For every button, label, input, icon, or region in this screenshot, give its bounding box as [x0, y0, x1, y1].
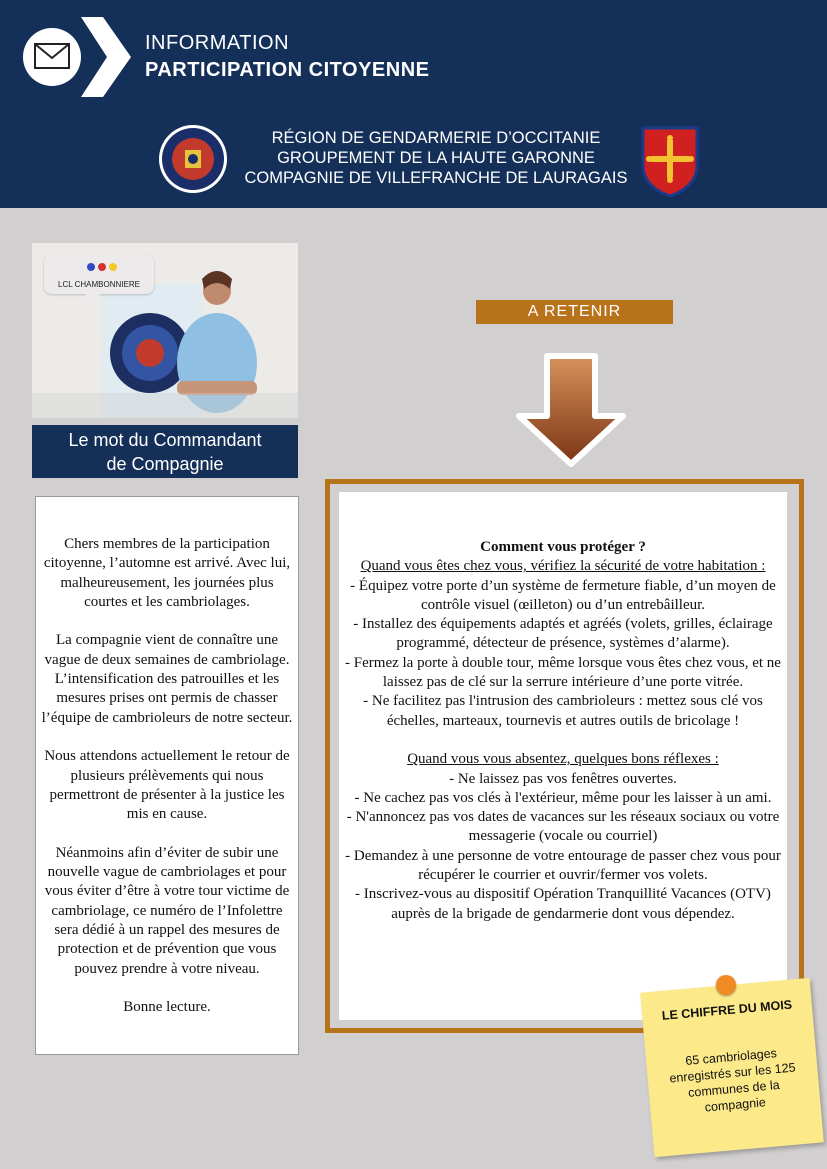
- letter-paragraph: Chers membres de la participation citoyenne, l’automne est arrivé. Avec lui, malheureusement, les journées plus courtes et les cambriolages.: [43, 536, 291, 610]
- advice-away-item: - Demandez à une personne de votre entourage de passer chez vous pour récupérer le courrier et ouvrir/fermer vos volets.: [345, 847, 781, 884]
- header-title-line1: INFORMATION: [145, 32, 290, 54]
- org-region: RÉGION DE GENDARMERIE D’OCCITANIE: [271, 129, 601, 147]
- arrow-down-icon: [515, 352, 627, 468]
- org-groupement: GROUPEMENT DE LA HAUTE GARONNE: [277, 149, 595, 167]
- advice-title: Comment vous protéger ?: [480, 539, 646, 555]
- mail-icon: [23, 28, 81, 86]
- pushpin-icon: [716, 975, 736, 995]
- name-bubble-tail: [85, 292, 101, 314]
- chevron-right-icon: [79, 17, 133, 97]
- commander-word-line1: Le mot du Commandant: [68, 430, 262, 450]
- header-title-line2: PARTICIPATION CITOYENNE: [145, 59, 430, 81]
- header-banner: [0, 0, 827, 208]
- advice-away-item: - Ne cachez pas vos clés à l'extérieur, même pour les laisser à un ami.: [354, 789, 772, 806]
- advice-away-item: - N'annoncez pas vos dates de vacances sur les réseaux sociaux ou votre messagerie (vocale ou courriel): [346, 809, 780, 845]
- note-body: 65 cambriolages enregistrés sur les 125 communes de la compagnie: [668, 1046, 797, 1115]
- organization-block: [236, 128, 636, 188]
- advice-home-item: - Fermez la porte à double tour, même lorsque vous êtes chez vous, et ne laissez pas de clé sur la serrure intérieure d’une porte vitrée.: [345, 654, 781, 691]
- retenir-banner: A RETENIR: [476, 300, 673, 324]
- commander-word-title: [32, 425, 298, 478]
- advice-home-heading: Quand vous êtes chez vous, vérifiez la sécurité de votre habitation :: [360, 558, 766, 575]
- letter-closing: Bonne lecture.: [123, 999, 211, 1016]
- commander-word-line2: de Compagnie: [106, 454, 224, 474]
- flag-dots-icon: [86, 262, 122, 272]
- figure-of-the-month-note: [640, 978, 824, 1157]
- photo-caption-name: LCL CHAMBONNIERE: [58, 280, 140, 289]
- commander-letter: [35, 496, 299, 1055]
- advice-home-item: - Équipez votre porte d’un système de fermeture fiable, d’un moyen de contrôle visuel (œilleton) ou d’un entrebâilleur.: [350, 577, 776, 613]
- advice-home-item: - Installez des équipements adaptés et agréés (volets, grilles, éclairage programmé, détecteur de présence, systèmes d’alarme).: [353, 616, 773, 652]
- letter-paragraph: Nous attendons actuellement le retour de plusieurs prélèvements qui nous permettront de présenter à la justice les mis en cause.: [44, 748, 290, 823]
- note-title: LE CHIFFRE DU MOIS: [661, 997, 793, 1023]
- org-compagnie: COMPAGNIE DE VILLEFRANCHE DE LAURAGAIS: [244, 169, 628, 187]
- advice-away-heading: Quand vous vous absentez, quelques bons réflexes :: [407, 751, 719, 768]
- advice-away-item: - Ne laissez pas vos fenêtres ouvertes.: [449, 770, 677, 787]
- advice-away-item: - Inscrivez-vous au dispositif Opération Tranquillité Vacances (OTV) auprès de la brigade de gendarmerie dont vous dépendez.: [355, 886, 771, 922]
- letter-paragraph: La compagnie vient de connaître une vague de deux semaines de cambriolage. L’intensification des patrouilles et les mesures prises ont permis de chasser l’équipe de cambrioleurs de notre secteur.: [41, 632, 293, 726]
- advice-home-item: - Ne facilitez pas l'intrusion des cambrioleurs : mettez sous clé vos échelles, marteaux, tournevis et autres outils de bricolage !: [363, 693, 763, 729]
- letter-paragraph: Néanmoins afin d’éviter de subir une nouvelle vague de cambriolages et pour vous éviter d’être à votre tour victime de cambriolage, ce numéro de l’Infolettre sera dédié à un rappel des mesures de protection et de prévention que vous pouvez prendre à votre niveau.: [44, 844, 290, 977]
- advice-text: [341, 538, 785, 924]
- occitanie-shield-icon: [641, 126, 699, 198]
- gendarmerie-emblem-icon: [158, 124, 228, 194]
